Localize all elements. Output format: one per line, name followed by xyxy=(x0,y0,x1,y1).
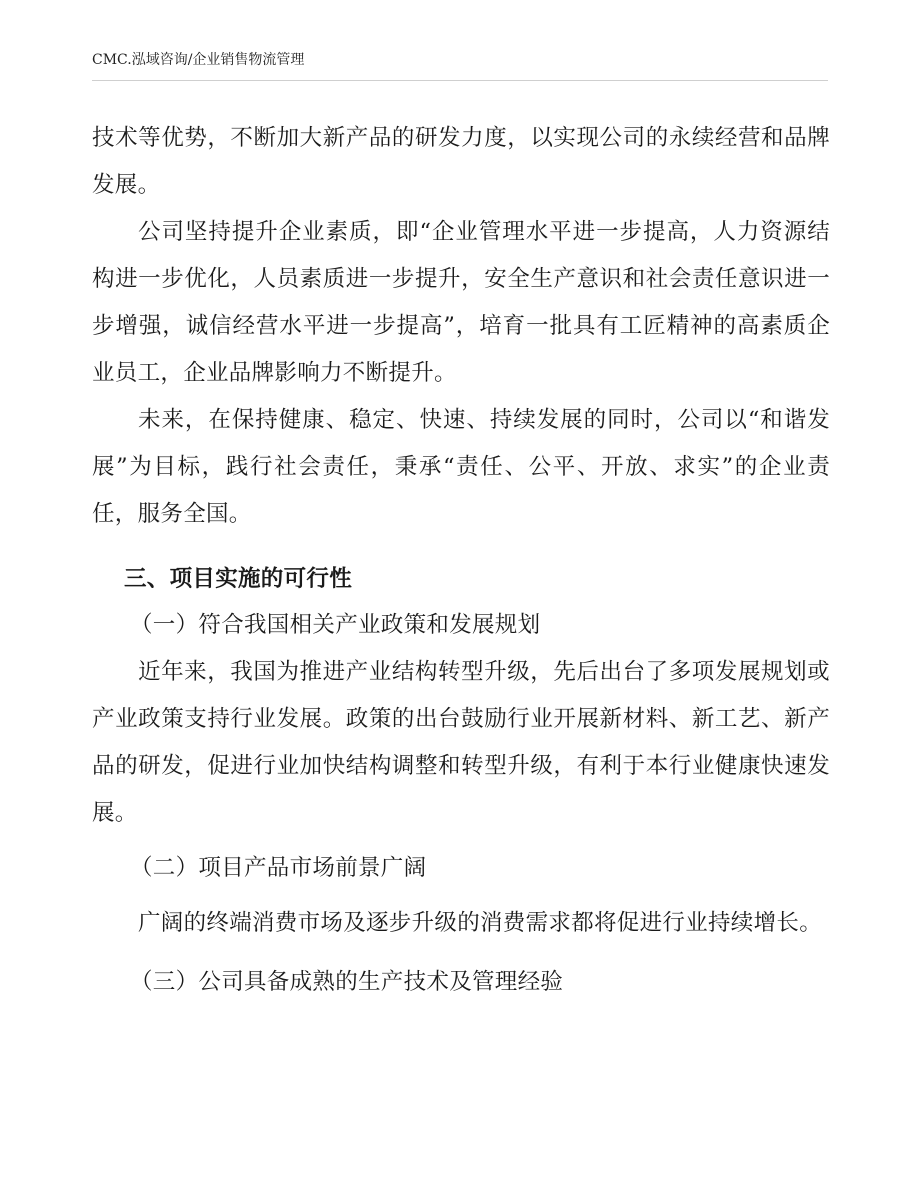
subheading-market-prospects: （二）项目产品市场前景广阔 xyxy=(130,855,427,881)
paragraph-future-goals: 未来，在保持健康、稳定、快速、持续发展的同时，公司以“和谐发展”为目标，践行社会责任，秉承“责任、公平、开放、求实”的企业责任，服务全国。 xyxy=(92,407,830,527)
paragraph-market-prospects: 广阔的终端消费市场及逐步升级的消费需求都将促进行业持续增长。 xyxy=(138,910,823,936)
subheading-industrial-policy: （一）符合我国相关产业政策和发展规划 xyxy=(130,612,541,638)
running-header: CMC.泓域咨询/企业销售物流管理 xyxy=(92,52,305,68)
paragraph-enterprise-quality: 公司坚持提升企业素质，即“企业管理水平进一步提高，人力资源结构进一步优化，人员素质进一步提升，安全生产意识和社会责任意识进一步增强，诚信经营水平进一步提高”，培育一批具有工匠精神的高素质企业员工，企业品牌影响力不断提升。 xyxy=(92,219,830,386)
paragraph-continuation: 技术等优势，不断加大新产品的研发力度，以实现公司的永续经营和品牌发展。 xyxy=(92,125,830,198)
paragraph-industrial-policy: 近年来，我国为推进产业结构转型升级，先后出台了多项发展规划或产业政策支持行业发展。政策的出台鼓励行业开展新材料、新工艺、新产品的研发，促进行业加快结构调整和转型升级，有利于本行业健康快速发展。 xyxy=(92,659,830,826)
section-heading-feasibility: 三、项目实施的可行性 xyxy=(124,566,353,592)
subheading-technology-experience: （三）公司具备成熟的生产技术及管理经验 xyxy=(130,969,564,995)
document-body xyxy=(92,115,830,1006)
header-divider xyxy=(92,80,828,81)
